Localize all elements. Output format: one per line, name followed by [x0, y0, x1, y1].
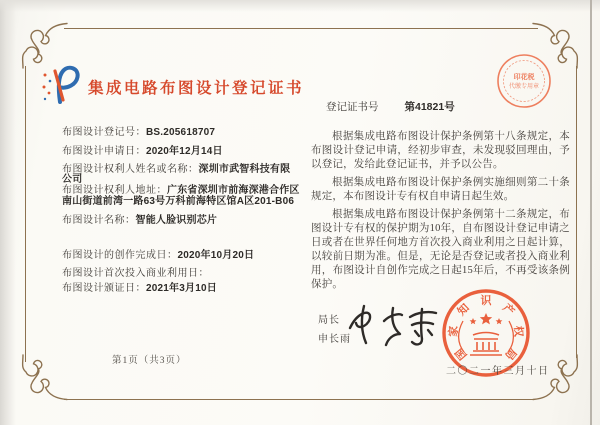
frame-bottom [64, 399, 534, 400]
stamp-line2: 代缴专用章 [508, 84, 540, 90]
corner-flourish-icon [18, 20, 68, 70]
certificate-title: 集成电路布图设计登记证书 [88, 80, 305, 97]
field-first-commercial-use: 布图设计首次投入商业利用日： [62, 268, 209, 280]
registration-number-value: 第41821号 [404, 101, 455, 113]
national-emblem-icon [459, 313, 514, 355]
field-holder-name: 布图设计权利人姓名或名称：深圳市武智科技有限公司 [62, 163, 291, 186]
field-registration-id: 布图设计登记号：BS.205618707 [62, 127, 216, 138]
seal-char: 权 [511, 325, 525, 338]
signer-name: 申长雨 [318, 334, 351, 345]
issue-date: 二〇二一年三月十日 [446, 366, 550, 377]
director-signature [344, 301, 440, 351]
scan-edge-top [0, 0, 600, 12]
scan-edge-left [0, 0, 16, 425]
seal-char: 国 [453, 345, 470, 362]
field-holder-address: 布图设计权利人地址：广东省深圳市前海深港合作区南山街道前湾一路63号万科前海特区馆A区201-B06 [62, 185, 300, 207]
signer-title: 局长 [318, 315, 340, 326]
page-edge-line [590, 0, 592, 425]
seal-char: 知 [455, 301, 472, 319]
legal-text [311, 130, 570, 296]
corner-flourish-icon [18, 353, 68, 403]
seal-char: 产 [500, 301, 517, 319]
field-creation-date: 布图设计的创作完成日：2020年10月20日 [62, 249, 255, 261]
paragraph-registration: 根据集成电路布图设计保护条例第十八条规定，本布图设计登记申请，经初步审查，未发现驳回理由，予以登记，发给此登记证书，并予以公告。 [311, 131, 570, 170]
seal-char: 识 [480, 295, 492, 307]
stamp-duty-seal [495, 52, 553, 110]
page-number: 第1页（共3页） [112, 356, 187, 366]
field-design-name: 布图设计名称：智能人脸识别芯片 [62, 214, 218, 226]
field-issue-date: 布图设计颁证日：2021年3月10日 [62, 283, 217, 295]
corner-flourish-icon [532, 353, 582, 403]
ip-logo-icon [40, 64, 84, 106]
field-application-date: 布图设计申请日：2020年12月14日 [62, 145, 223, 157]
seal-char: 家 [447, 325, 461, 338]
frame-right [576, 66, 577, 358]
stamp-line1: 印花税 [513, 73, 535, 81]
seal-char: 局 [502, 345, 519, 362]
field-list [62, 128, 300, 303]
frame-left [25, 66, 26, 362]
registration-number-row [326, 99, 455, 114]
paragraph-protection-term: 根据集成电路布图设计保护条例第十二条规定，布图设计专有权的保护期为10年，自布图设计登记申请之日或者在世界任何地方首次投入商业利用之日起计算，以较前日期为准。但是，无论是否登记或者投入商业利用，布图设计自创作完成之日起15年后，不再受该条例保护。 [311, 209, 570, 290]
paragraph-effective: 根据集成电路布图设计保护条例实施细则第二十条规定，本布图设计专有权自申请日起生效。 [311, 177, 570, 202]
registration-number-label: 登记证书号 [326, 102, 379, 113]
frame-top [64, 28, 538, 29]
